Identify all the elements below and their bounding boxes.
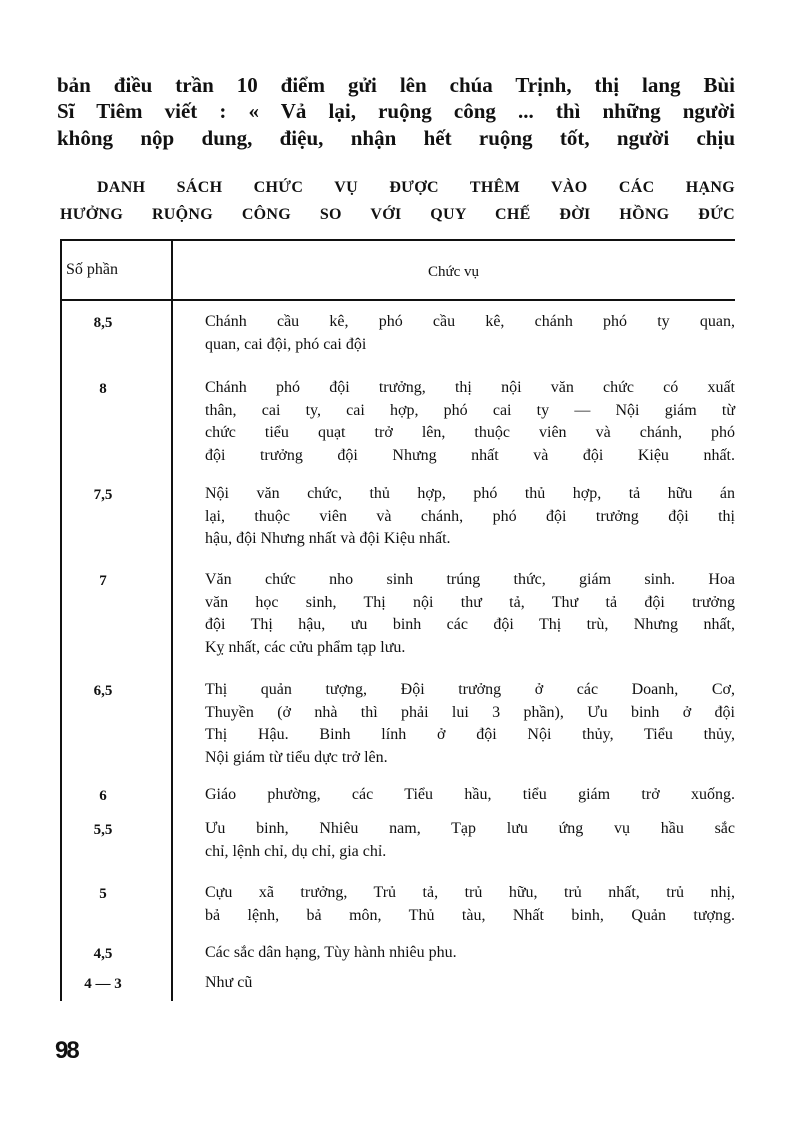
position-line: Thị Hậu. Binh lính ở đội Nội thủy, Tiểu thủy, xyxy=(205,726,735,743)
position-line: thân, cai ty, cai hợp, phó cai ty — Nội giám từ xyxy=(205,401,735,419)
column-divider xyxy=(171,239,173,1001)
position-line: bả lệnh, bả môn, Thủ tàu, Nhất binh, Quản tượng. xyxy=(205,906,735,924)
position-line: lại, thuộc viên và chánh, phó đội trưởng đội thị xyxy=(205,507,735,525)
position-line: Thuyền (ở nhà thì phải lui 3 phần), Ưu binh ở đội xyxy=(205,703,735,721)
position-line: Như cũ xyxy=(205,974,253,991)
position-line: văn học sinh, Thị nội thư tả, Thư tả đội trưởng xyxy=(205,593,735,611)
share-value: 4,5 xyxy=(93,946,113,962)
position-line: đội trưởng đội Nhưng nhất và đội Kiệu nhất. xyxy=(205,446,735,464)
header-rule xyxy=(60,299,735,301)
position-line: quan, cai đội, phó cai đội xyxy=(205,335,367,353)
position-line: Các sắc dân hạng, Tùy hành nhiêu phu. xyxy=(205,944,457,961)
share-value: 7,5 xyxy=(93,487,113,503)
share-value: 8 xyxy=(99,381,107,397)
header-share: Số phần xyxy=(66,261,118,278)
position-line: Chánh cầu kê, phó cầu kê, chánh phó ty quan, xyxy=(205,313,735,330)
share-value: 6,5 xyxy=(93,683,113,699)
table-left-border xyxy=(60,239,62,1001)
share-value: 4 — 3 xyxy=(84,976,122,992)
page-number: 98 xyxy=(55,1037,78,1064)
position-line: Kỵ nhất, các cửu phẩm tạp lưu. xyxy=(205,638,406,656)
position-line: chỉ, lệnh chỉ, dụ chỉ, gia chỉ. xyxy=(205,842,387,860)
table-title-line: HƯỞNG RUỘNG CÔNG SO VỚI QUY CHẾ ĐỜI HỒNG ĐỨC xyxy=(60,206,735,223)
position-line: Văn chức nho sinh trúng thức, giám sinh. Hoa xyxy=(205,571,735,588)
position-line: chức tiểu quạt trở lên, thuộc viên và chánh, phó xyxy=(205,424,735,441)
position-line: đội Thị hậu, ưu binh các đội Thị trù, Nhưng nhất, xyxy=(205,616,735,633)
position-line: Ưu binh, Nhiêu nam, Tạp lưu ứng vụ hầu sắc xyxy=(205,820,735,837)
paragraph-line: không nộp dung, điệu, nhận hết ruộng tốt, người chịu xyxy=(57,126,735,150)
share-value: 8,5 xyxy=(93,315,113,331)
paragraph-line: bản điều trần 10 điểm gửi lên chúa Trịnh, thị lang Bùi xyxy=(57,73,735,97)
header-position: Chức vụ xyxy=(427,264,480,280)
position-line: Thị quản tượng, Đội trưởng ở các Doanh, Cơ, xyxy=(205,681,735,698)
share-value: 7 xyxy=(99,573,107,589)
position-line: Giáo phường, các Tiểu hầu, tiểu giám trở xuống. xyxy=(205,786,735,803)
share-value: 5 xyxy=(99,886,107,902)
table-top-rule xyxy=(60,239,735,241)
paragraph-line: Sĩ Tiêm viết : « Vả lại, ruộng công ... thì những người xyxy=(57,99,735,123)
share-value: 6 xyxy=(99,788,107,804)
share-value: 5,5 xyxy=(93,822,113,838)
position-line: Cựu xã trưởng, Trủ tả, trủ hữu, trủ nhất, trủ nhị, xyxy=(205,884,735,901)
position-line: hậu, đội Nhưng nhất và đội Kiệu nhất. xyxy=(205,530,451,547)
position-line: Chánh phó đội trưởng, thị nội văn chức có xuất xyxy=(205,379,735,396)
position-line: Nội giám từ tiểu dực trở lên. xyxy=(205,748,388,766)
table-title-line: DANH SÁCH CHỨC VỤ ĐƯỢC THÊM VÀO CÁC HẠNG xyxy=(97,179,735,196)
position-line: Nội văn chức, thủ hợp, phó thủ hợp, tả hữu án xyxy=(205,485,735,502)
